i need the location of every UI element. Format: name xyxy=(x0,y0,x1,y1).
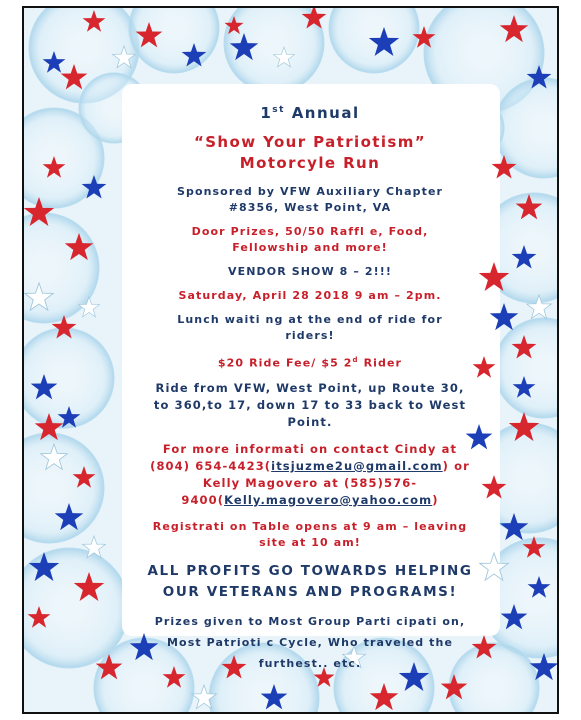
awards-line3: furthest.. etc. xyxy=(258,656,362,670)
fee-main: $20 Ride Fee/ $5 2 xyxy=(217,356,353,370)
sponsor-line1: Sponsored by VFW Auxiliary Chapter xyxy=(176,185,444,198)
route-line2: to 360,to 17, down 17 to 33 back to West xyxy=(153,397,467,412)
email-link-cindy[interactable]: itsjuzme2u@gmail.com xyxy=(271,458,443,473)
route-line1: Ride from VFW, West Point, up Route 30, xyxy=(155,380,465,395)
route-line3: Point. xyxy=(287,414,333,429)
contact-line1: For more informati on contact Cindy at xyxy=(162,441,458,456)
awards-line1: Prizes given to Most Group Parti cipati on, xyxy=(154,614,466,628)
email-link-kelly[interactable]: Kelly.magovero@yahoo.com xyxy=(224,492,433,507)
sponsor-line2: #8356, West Point, VA xyxy=(228,201,392,214)
event-title xyxy=(124,132,496,174)
contact-line3: Kelly Magovero at (585)576- xyxy=(202,475,418,490)
sponsor-text xyxy=(124,184,496,216)
awards-text xyxy=(124,611,496,674)
lunch-text xyxy=(124,312,496,344)
profits-line2: OUR VETERANS AND PROGRAMS! xyxy=(162,583,458,600)
contact-text xyxy=(124,441,496,509)
prizes-line2: Fellowship and more! xyxy=(232,241,388,254)
flyer-page xyxy=(22,6,559,714)
title-line1: “Show Your Patriotism” xyxy=(193,133,427,151)
prizes-line1: Door Prizes, 50/50 Raffl e, Food, xyxy=(191,225,429,238)
awards-line2: Most Patrioti c Cycle, Who traveled the xyxy=(166,635,454,649)
event-date: Saturday, April 28 2018 9 am – 2pm. xyxy=(178,289,442,302)
contact-phone1: (804) 654-4423( xyxy=(150,458,272,473)
flyer-content xyxy=(124,90,496,674)
prizes-text xyxy=(124,224,496,256)
annual-word: Annual xyxy=(291,104,360,122)
lunch-line2: riders! xyxy=(285,329,335,342)
contact-close: ) xyxy=(432,492,439,507)
title-line2: Motorcyle Run xyxy=(239,154,381,172)
route-text xyxy=(124,380,496,431)
registration-line1: Registrati on Table opens at 9 am – leaving xyxy=(152,519,468,533)
fee-sup: d xyxy=(352,356,359,364)
contact-phone2: 9400( xyxy=(181,492,225,507)
ride-fee xyxy=(124,352,496,372)
annual-suffix: st xyxy=(272,105,285,115)
vendor-show: VENDOR SHOW 8 – 2!!! xyxy=(228,265,392,278)
profits-text xyxy=(124,561,496,603)
fee-end: Rider xyxy=(358,356,403,370)
annual-ordinal: 1 xyxy=(260,104,273,122)
lunch-line1: Lunch waiti ng at the end of ride for xyxy=(177,313,443,326)
registration-line2: site at 10 am! xyxy=(259,535,361,549)
contact-or: ) or xyxy=(442,458,470,473)
profits-line1: ALL PROFITS GO TOWARDS HELPING xyxy=(147,562,473,579)
registration-text xyxy=(124,519,496,551)
annual-heading xyxy=(124,104,496,122)
